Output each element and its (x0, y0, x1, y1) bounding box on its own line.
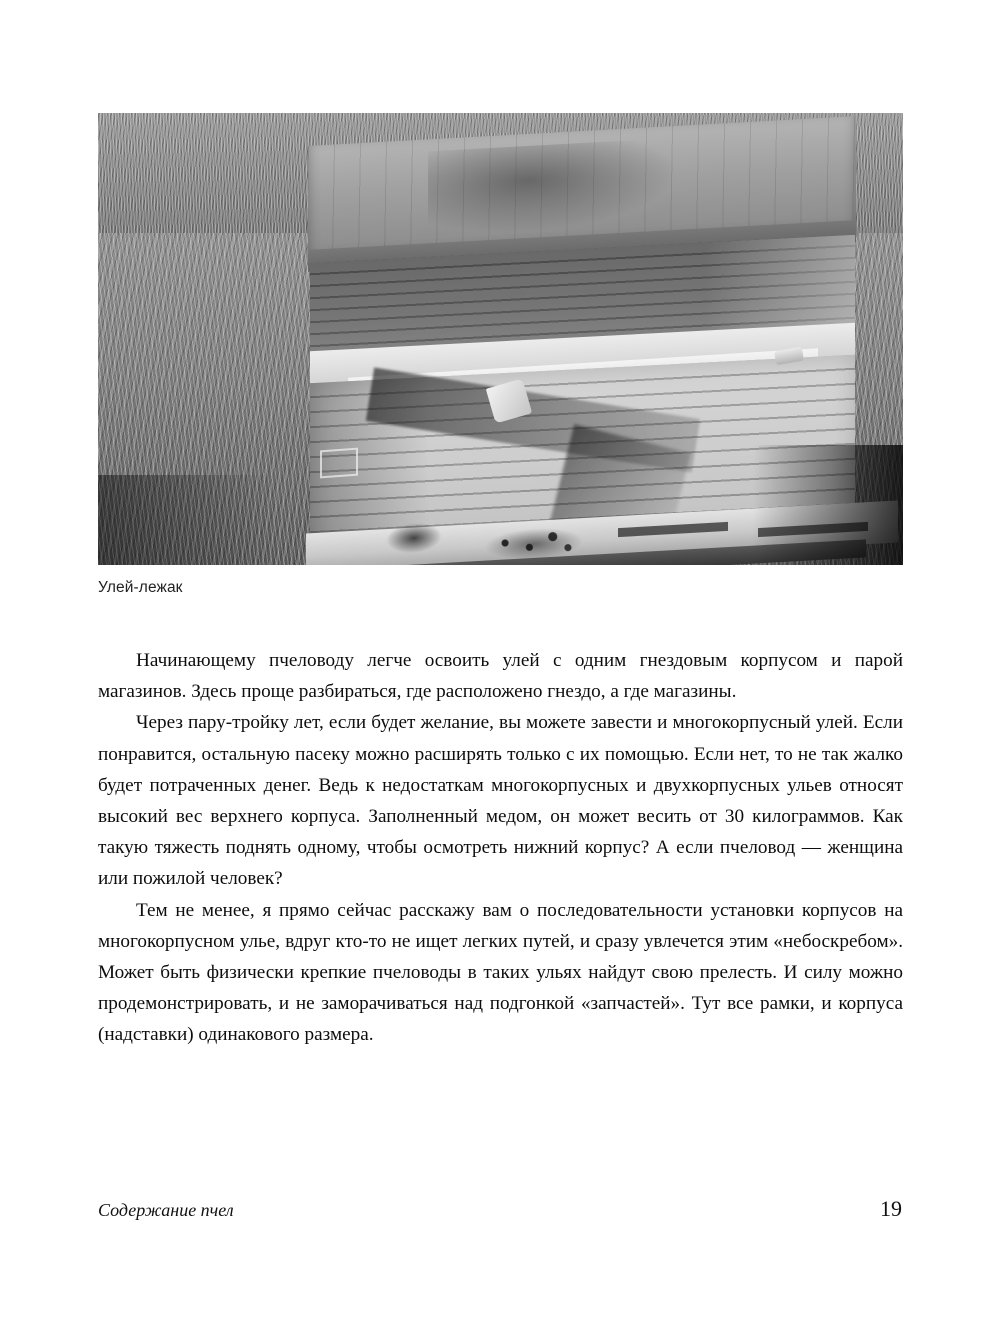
paragraph: Тем не менее, я прямо сейчас расскажу вам о последовательности установки корпусов на многокорпусном улье, вдруг кто-то не ищет легких путей, и сразу увлечется этим «небоскребом». Может быть физически крепкие пчеловоды в таких ульях найдут свою прелесть. И силу можно продемонстрировать, и не заморачиваться над подгонкой «запчастей». Тут все рамки, и корпуса (надставки) одинакового размера. (98, 899, 903, 1046)
paragraph: Через пару-тройку лет, если будет желание, вы можете завести и многокорпусный улей. Если понравится, остальную пасеку можно расширять только с их помощью. Если нет, то не так жалко будет потраченных денег. Ведь к недостаткам многокорпусных и двухкорпусных ульев относят высокий вес верхнего корпуса. Заполненный медом, он может весить от 30 килограммов. Как такую тяжесть поднять одному, чтобы осмотреть нижний корпус? А если пчеловод — женщина или пожилой человек? (98, 712, 903, 890)
ground-shadow-right (753, 445, 903, 565)
hive-lid-stain (428, 138, 678, 238)
paragraph: Начинающему пчеловоду легче освоить улей с одним гнездовым корпусом и парой магазинов. Здесь проще разбираться, где расположено гнездо, а где магазины. (98, 650, 903, 703)
page-number: 19 (880, 1196, 902, 1221)
ground-shadow-left (98, 475, 278, 565)
body-text (98, 645, 903, 1051)
figure-beehive (98, 113, 903, 597)
figure-caption: Улей-лежак (98, 579, 183, 596)
page-footer (98, 1196, 902, 1222)
hive-upper-box-highlight (705, 235, 855, 335)
running-head: Содержание пчел (98, 1200, 234, 1220)
hive-vent (320, 448, 358, 479)
beehive-photograph (98, 113, 903, 565)
hive-debris (385, 520, 444, 556)
